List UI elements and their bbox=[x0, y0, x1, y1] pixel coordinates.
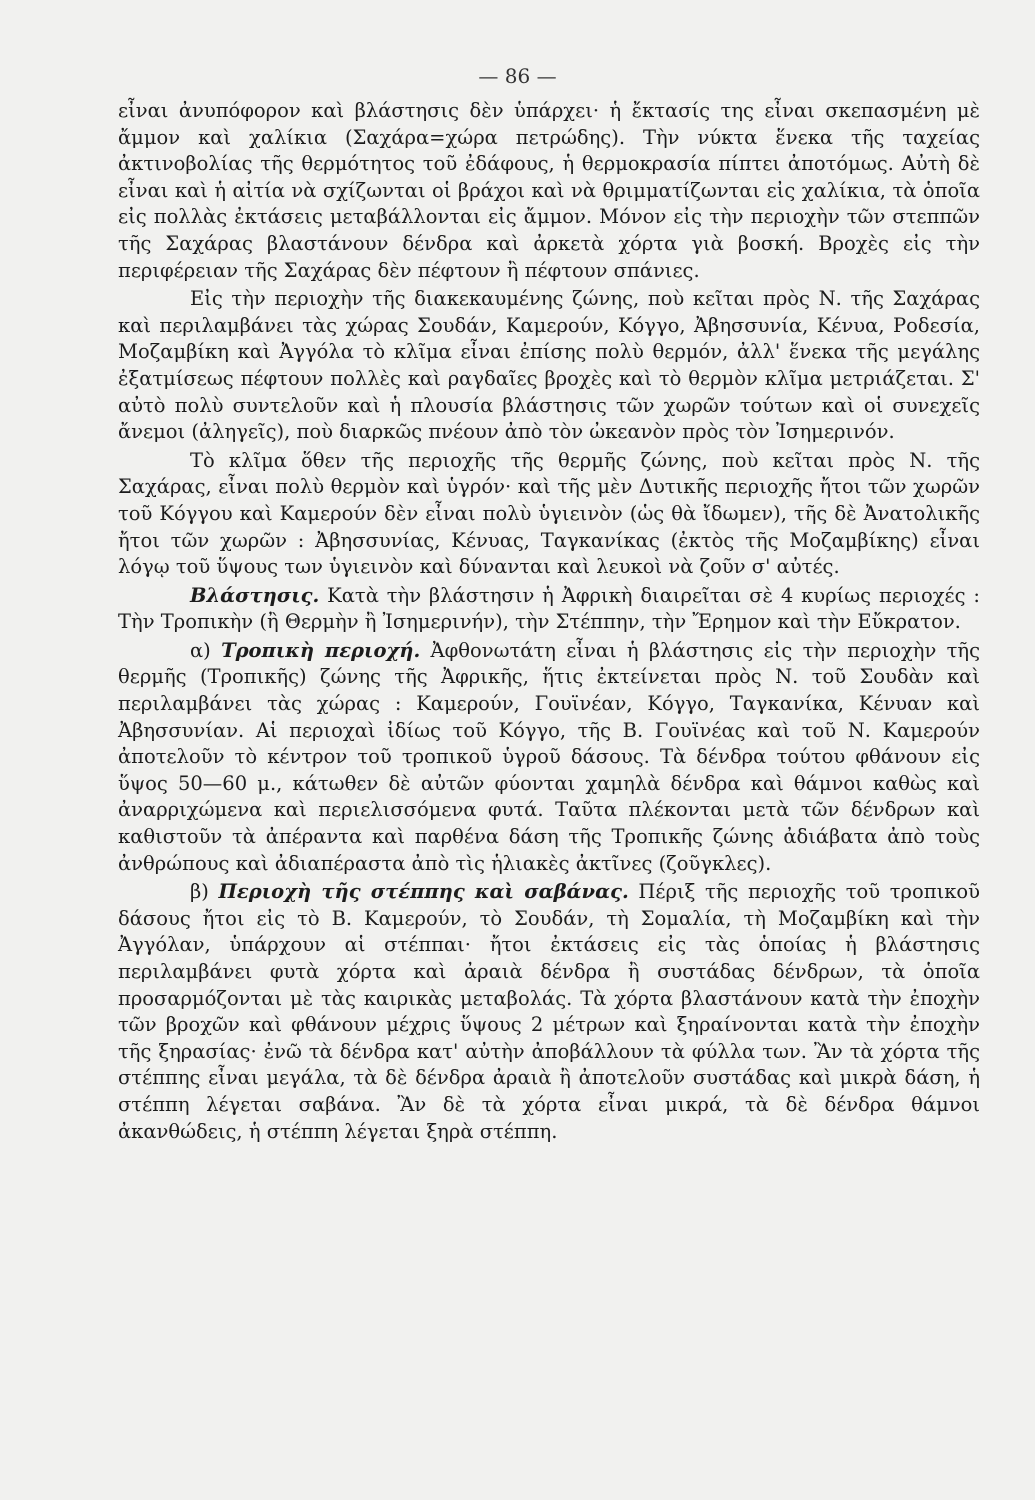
label-a: α) bbox=[190, 638, 222, 662]
heading-vegetation: Βλάστησις. bbox=[190, 583, 320, 607]
body-text bbox=[118, 98, 980, 1145]
page-number: — 86 — bbox=[478, 64, 557, 88]
paragraph-tropical-region bbox=[118, 638, 980, 877]
paragraph-desert-climate: εἶναι ἀνυπόφορον καὶ βλάστησις δὲν ὑπάρχει· ἡ ἔκτασίς της εἶναι σκεπασμένη μὲ ἄμμον καὶ χαλίκια (Σαχάρα=χώρα πετρώδης). Τὴν νύκτα ἕνεκα τῆς ταχείας ἀκτινοβολίας τῆς θερμότητος τοῦ ἐδάφους, ἡ θερμοκρασία πίπτει ἀποτόμως. Αὐτὴ δὲ εἶναι καὶ ἡ αἰτία νὰ σχίζωνται οἱ βράχοι καὶ νὰ θριμματίζωνται εἰς χαλίκια, τὰ ὁποῖα εἰς πολλὰς ἐκτάσεις μεταβάλλονται εἰς ἄμμον. Μόνον εἰς τὴν περιοχὴν τῶν στεππῶν τῆς Σαχάρας βλαστάνουν δένδρα καὶ ἀρκετὰ χόρτα γιὰ βοσκή. Βροχὲς εἰς τὴν περιφέρειαν τῆς Σαχάρας δὲν πέφτουν ἢ πέφτουν σπάνιες. bbox=[118, 99, 980, 282]
tropical-region-text: Ἀφθονωτάτη εἶναι ἡ βλάστησις εἰς τὴν περιοχὴν τῆς θερμῆς (Τροπικῆς) ζώνης τῆς Ἀφρικῆς, ἥτις ἐκτείνεται πρὸς Ν. τοῦ Σουδὰν καὶ περιλαμβάνει τὰς χώρας : Καμερούν, Γουϊνέαν, Κόγγο, Ταγκανίκα, Κένυαν καὶ Ἀβησσυνίαν. Αἱ περιοχαὶ ἰδίως τοῦ Κόγγο, τῆς Β. Γουϊνέας καὶ τοῦ Ν. Καμερούν ἀποτελοῦν τὸ κέντρον τοῦ τροπικοῦ ὑγροῦ δάσους. Τὰ δένδρα τούτου φθάνουν εἰς ὕψος 50—60 μ., κάτωθεν δὲ αὐτῶν φύονται χαμηλὰ δένδρα καὶ θάμνοι καθὼς καὶ ἀναρριχώμενα καὶ περιελισσόμενα φυτά. Ταῦτα πλέκονται μετὰ τῶν δένδρων καὶ καθιστοῦν τὰ ἀπέραντα καὶ παρθένα δάση τῆς Τροπικῆς ζώνης ἀδιάβατα ἀπὸ τοὺς ἀνθρώπους καὶ ἀδιαπέραστα ἀπὸ τὶς ἡλιακὲς ἀκτῖνες (ζοῦγκλες). bbox=[118, 638, 980, 875]
paragraph-torrid-zone: Εἰς τὴν περιοχὴν τῆς διακεκαυμένης ζώνης, ποὺ κεῖται πρὸς Ν. τῆς Σαχάρας καὶ περιλαμβάνει τὰς χώρας Σουδάν, Καμερούν, Κόγγο, Ἀβησσυνία, Κένυα, Ροδεσία, Μοζαμβίκη καὶ Ἀγγόλα τὸ κλῖμα εἶναι ἐπίσης πολὺ θερμόν, ἀλλ' ἕνεκα τῆς μεγάλης ἐξατμίσεως πέφτουν πολλὲς καὶ ραγδαῖες βροχὲς καὶ τὸ θερμὸν κλῖμα μετριάζεται. Σ' αὐτὸ πολὺ συντελοῦν καὶ ἡ πλουσία βλάστησις τῶν χωρῶν τούτων καὶ οἱ συνεχεῖς ἄνεμοι (ἀληγεῖς), ποὺ διαρκῶς πνέουν ἀπὸ τὸν ὠκεανὸν πρὸς τὸν Ἰσημερινόν. bbox=[118, 287, 980, 444]
paragraph-vegetation bbox=[118, 583, 980, 636]
paragraph-climate-summary: Τὸ κλῖμα ὅθεν τῆς περιοχῆς τῆς θερμῆς ζώνης, ποὺ κεῖται πρὸς Ν. τῆς Σαχάρας, εἶναι πολὺ θερμὸν καὶ ὑγρόν· καὶ τῆς μὲν Δυτικῆς περιοχῆς ἤτοι τῶν χωρῶν τοῦ Κόγγου καὶ Καμερούν δὲν εἶναι πολὺ ὑγιεινὸν (ὡς θὰ ἴδωμεν), τῆς δὲ Ἀνατολικῆς ἤτοι τῶν χωρῶν : Ἀβησσυνίας, Κένυας, Ταγκανίκας (ἐκτὸς τῆς Μοζαμβίκης) εἶναι λόγῳ τοῦ ὕψους των ὑγιεινὸν καὶ δύνανται καὶ λευκοὶ νὰ ζοῦν σ' αὐτές. bbox=[118, 448, 980, 579]
label-b: β) bbox=[190, 880, 219, 904]
heading-steppe-savanna: Περιοχὴ τῆς στέππης καὶ σαβάνας. bbox=[218, 880, 629, 904]
paragraph-steppe-savanna bbox=[118, 879, 980, 1145]
steppe-savanna-text: Πέριξ τῆς περιοχῆς τοῦ τροπικοῦ δάσους ἤτοι εἰς τὸ Β. Καμερούν, τὸ Σουδάν, τὴ Σομαλία, τὴ Μοζαμβίκη καὶ τὴν Ἀγγόλαν, ὑπάρχουν αἱ στέππαι· ἤτοι ἐκτάσεις εἰς τὰς ὁποίας ἡ βλάστησις περιλαμβάνει φυτὰ χόρτα καὶ ἀραιὰ δένδρα ἢ συστάδας δένδρων, τὰ ὁποῖα προσαρμόζονται μὲ τὰς καιρικὰς μεταβολάς. Τὰ χόρτα βλαστάνουν κατὰ τὴν ἐποχὴν τῶν βροχῶν καὶ φθάνουν μέχρις ὕψους 2 μέτρων καὶ ξηραίνονται κατὰ τὴν ἐποχὴν τῆς ξηρασίας· ἐνῶ τὰ δένδρα κατ' αὐτὴν ἀποβάλλουν τὰ φύλλα των. Ἂν τὰ χόρτα τῆς στέππης εἶναι μεγάλα, τὰ δὲ δένδρα ἀραιὰ ἢ ἀποτελοῦν συστάδας καὶ μικρὰ δάση, ἡ στέππη λέγεται σαβάνα. Ἂν δὲ τὰ χόρτα εἶναι μικρά, τὰ δὲ δένδρα θάμνοι ἀκανθώδεις, ἡ στέππη λέγεται ξηρὰ στέππη. bbox=[118, 880, 980, 1143]
vegetation-text: Κατὰ τὴν βλάστησιν ἡ Ἀφρικὴ διαιρεῖται σὲ 4 κυρίως περιοχές : Τὴν Τροπικὴν (ἢ Θερμὴν ἢ Ἰσημερινήν), τὴν Στέππην, τὴν Ἔρημον καὶ τὴν Εὔκρατον. bbox=[118, 583, 980, 634]
heading-tropical-region: Τροπικὴ περιοχή. bbox=[221, 638, 421, 662]
